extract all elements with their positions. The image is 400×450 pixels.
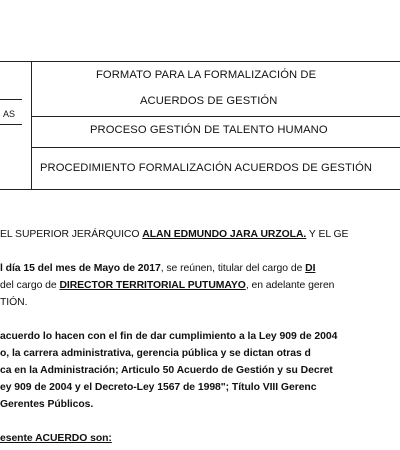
header-process: PROCESO GESTIÓN DE TALENTO HUMANO (90, 124, 328, 136)
header-title-line1: FORMATO PARA LA FORMALIZACIÓN DE (96, 69, 317, 81)
header-bottom-border (0, 189, 400, 190)
left-cell-line-2 (0, 124, 22, 125)
p1-text-b: Y EL GE (306, 229, 349, 240)
paragraph-2-line-2 (0, 280, 334, 291)
paragraph-3-line-5: Gerentes Públicos. (0, 399, 94, 410)
header-title-line2: ACUERDOS DE GESTIÓN (140, 95, 278, 107)
p2-l2-c: , en adelante geren (245, 280, 335, 291)
header-procedure: PROCEDIMIENTO FORMALIZACIÓN ACUERDOS DE GESTIÓN (40, 162, 373, 174)
left-cell-line (0, 99, 22, 100)
paragraph-2-line-1 (0, 263, 315, 274)
header-column-divider (31, 61, 32, 189)
director-cargo: DIRECTOR TERRITORIAL PUTUMAYO (59, 280, 246, 291)
left-cell-fragment: AS (3, 109, 16, 119)
paragraph-3-line-4: ey 909 de 2004 y el Decreto-Ley 1567 de 1998"; Título VIII Gerenc (0, 382, 317, 393)
p2-cargo: DI (305, 263, 316, 274)
paragraph-4: esente ACUERDO son: (0, 433, 112, 444)
paragraph-2-line-3: TIÓN. (0, 297, 28, 308)
p2-date-text: l día 15 del mes de Mayo de 2017 (0, 263, 161, 274)
header-row-divider-2 (31, 147, 400, 148)
p1-text-a: EL SUPERIOR JERÁRQUICO (0, 229, 143, 240)
paragraph-1 (0, 229, 348, 240)
paragraph-3-line-2: o, la carrera administrativa, gerencia pública y se dictan otras d (0, 348, 311, 359)
superior-name: ALAN EDMUNDO JARA URZOLA. (142, 229, 307, 240)
p2-l2-a: del cargo de (0, 280, 60, 291)
paragraph-3-line-3: ca en la Administración; Articulo 50 Acuerdo de Gestión y su Decret (0, 365, 333, 376)
paragraph-3-line-1: acuerdo lo hacen con el fin de dar cumplimiento a la Ley 909 de 2004 (0, 331, 338, 342)
p2-text: , se reúnen, titular del cargo de (160, 263, 306, 274)
header-row-divider-1 (31, 116, 400, 117)
header-top-border (0, 61, 400, 62)
